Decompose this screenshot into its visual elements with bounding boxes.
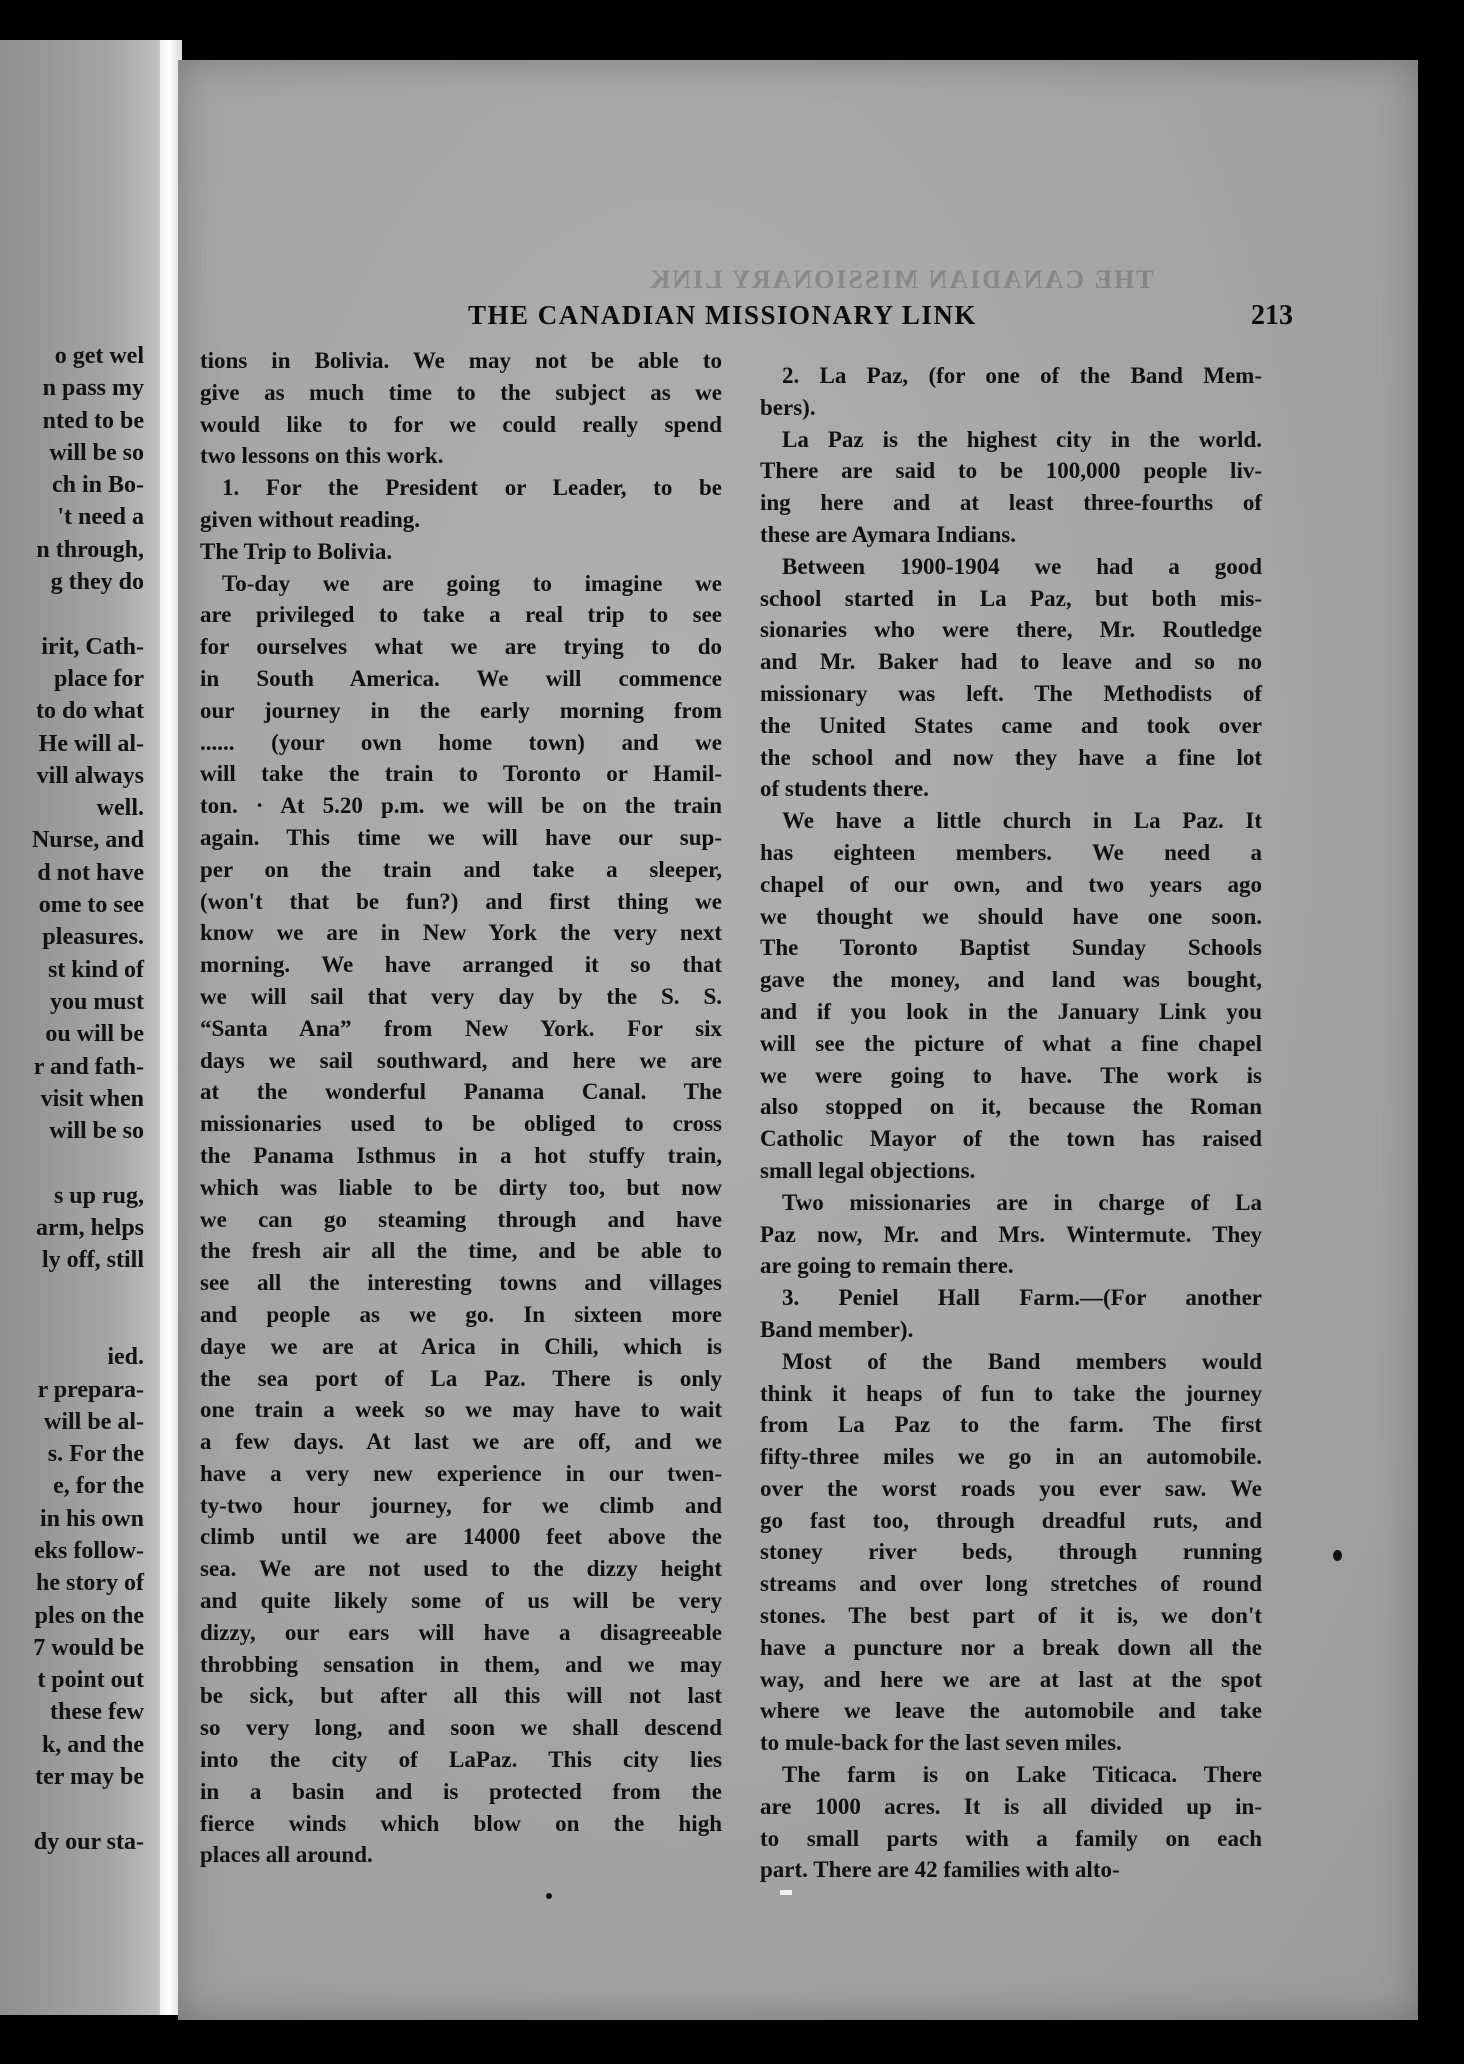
- facing-page-line: ly off, still: [42, 1247, 144, 1274]
- facing-page-line: he story of: [36, 1570, 144, 1597]
- facing-page-line: [0, 1277, 144, 1309]
- text-line: in South America. We will commence: [200, 665, 722, 691]
- text-line: To-day we are going to imagine we: [222, 570, 722, 596]
- text-line: fierce winds which blow on the high: [200, 1810, 722, 1836]
- facing-page-line: will be so: [49, 439, 144, 466]
- text-line: places all around.: [200, 1842, 373, 1868]
- facing-page-line: [0, 598, 144, 630]
- text-line: again. This time we will have our sup-: [200, 824, 722, 850]
- facing-page-line: o get wel: [54, 343, 144, 369]
- facing-page-line: in his own: [39, 1505, 144, 1532]
- facing-page-line: g they do: [50, 569, 144, 596]
- facing-page-line: place for: [54, 665, 144, 692]
- text-line: ...... (your own home town) and we: [200, 729, 722, 755]
- text-line: would like to for we could really spend: [200, 411, 722, 437]
- text-line: ing here and at least three-fourths of: [760, 490, 1262, 516]
- text-line: ton. · At 5.20 p.m. we will be on the train: [200, 793, 722, 819]
- facing-page-line: arm, helps: [36, 1215, 144, 1242]
- text-line: so very long, and soon we shall descend: [200, 1715, 722, 1741]
- text-line: the sea port of La Paz. There is only: [200, 1365, 722, 1391]
- text-line: dizzy, our ears will have a disagreeable: [200, 1619, 722, 1645]
- text-line: from La Paz to the farm. The first: [760, 1412, 1262, 1438]
- text-line: the United States came and took over: [760, 712, 1262, 738]
- facing-page-line: dy our sta-: [33, 1828, 144, 1855]
- facing-page-line: ples on the: [34, 1602, 144, 1629]
- facing-page-line: [0, 1793, 144, 1825]
- text-line: streams and over long stretches of round: [760, 1571, 1262, 1597]
- facing-page-line: vill always: [36, 762, 144, 789]
- text-line: (won't that be fun?) and first thing we: [200, 888, 722, 914]
- text-line: of students there.: [760, 776, 929, 802]
- text-line: and if you look in the January Link you: [760, 998, 1262, 1024]
- text-line: days we sail southward, and here we are: [200, 1047, 722, 1073]
- text-line: the school and now they have a fine lot: [760, 744, 1262, 770]
- running-header: THE CANADIAN MISSIONARY LINK: [468, 300, 977, 330]
- text-line: There are said to be 100,000 people liv-: [760, 458, 1262, 484]
- text-line: Most of the Band members would: [782, 1348, 1262, 1374]
- facing-page-line: He will al-: [38, 730, 144, 757]
- page-number: 213: [1251, 300, 1293, 331]
- facing-page-line: st kind of: [47, 956, 144, 983]
- facing-page-line: nted to be: [42, 407, 144, 434]
- scan-mark: [780, 1890, 792, 1895]
- text-line: Between 1900-1904 we had a good: [782, 553, 1262, 579]
- facing-page-line: eks follow-: [34, 1537, 144, 1564]
- text-line: daye we are at Arica in Chili, which is: [200, 1333, 722, 1359]
- text-line: Two missionaries are in charge of La: [782, 1189, 1262, 1215]
- text-line: school started in La Paz, but both mis-: [760, 585, 1262, 611]
- text-line: are privileged to take a real trip to see: [200, 602, 722, 628]
- text-line: and Mr. Baker had to leave and so no: [760, 649, 1262, 675]
- facing-page-line: ter may be: [35, 1764, 144, 1791]
- facing-page-line: t point out: [37, 1667, 144, 1694]
- ink-speck: [1333, 1550, 1342, 1561]
- text-line: missionary was left. The Methodists of: [760, 680, 1262, 706]
- facing-page-line: irit, Cath-: [41, 633, 144, 660]
- text-line: to mule-back for the last seven miles.: [760, 1730, 1122, 1756]
- facing-page-line: d not have: [37, 859, 144, 886]
- text-line: We have a little church in La Paz. It: [782, 808, 1262, 834]
- text-line: and quite likely some of us will be very: [200, 1588, 722, 1614]
- text-line: and people as we go. In sixteen more: [200, 1301, 722, 1327]
- text-line: 1. For the President or Leader, to be: [222, 475, 722, 501]
- facing-page-line: ome to see: [38, 892, 144, 919]
- text-line: have a puncture nor a break down all the: [760, 1634, 1262, 1660]
- facing-page: [0, 40, 178, 2015]
- facing-page-line: [0, 1309, 144, 1341]
- text-line: sionaries who were there, Mr. Routledge: [760, 617, 1262, 643]
- text-line: Band member).: [760, 1316, 914, 1342]
- facing-page-line: r prepara-: [37, 1376, 144, 1403]
- text-line: will take the train to Toronto or Hamil-: [200, 761, 722, 787]
- text-line: Catholic Mayor of the town has raised: [760, 1126, 1262, 1152]
- bleed-through-text: THE CANADIAN MISSIONARY LINK: [648, 265, 1154, 294]
- facing-page-line: s up rug,: [53, 1182, 144, 1209]
- text-line: to small parts with a family on each: [760, 1825, 1262, 1851]
- text-line: chapel of our own, and two years ago: [760, 871, 1262, 897]
- text-line: sea. We are not used to the dizzy height: [200, 1556, 722, 1582]
- ink-speck: [546, 1893, 552, 1899]
- text-line: small legal objections.: [760, 1157, 976, 1183]
- text-line: our journey in the early morning from: [200, 697, 722, 723]
- text-line: two lessons on this work.: [200, 443, 444, 469]
- left-column: [200, 345, 722, 1871]
- facing-page-line: ch in Bo-: [51, 472, 144, 499]
- text-line: the fresh air all the time, and be able to: [200, 1238, 722, 1264]
- facing-page-line: these few: [50, 1699, 144, 1726]
- text-line: one train a week so we may have to wait: [200, 1397, 722, 1423]
- text-line: morning. We have arranged it so that: [200, 952, 722, 978]
- facing-page-line: ou will be: [45, 1021, 144, 1048]
- facing-page-line: r and fath-: [33, 1053, 144, 1080]
- facing-page-line: you must: [49, 988, 144, 1015]
- text-line: where we leave the automobile and take: [760, 1698, 1262, 1724]
- text-line: into the city of LaPaz. This city lies: [200, 1747, 722, 1773]
- text-line: these are Aymara Indians.: [760, 521, 1016, 547]
- facing-page-text: [0, 340, 144, 1858]
- text-line: are going to remain there.: [760, 1253, 1014, 1279]
- text-line: are 1000 acres. It is all divided up in-: [760, 1793, 1262, 1819]
- text-line: the Panama Isthmus in a hot stuffy train,: [200, 1142, 722, 1168]
- text-line: bers).: [760, 394, 816, 420]
- text-line: way, and here we are at last at the spot: [760, 1666, 1262, 1692]
- facing-page-line: will be so: [49, 1118, 144, 1145]
- text-line: missionaries used to be obliged to cross: [200, 1111, 722, 1137]
- facing-page-line: pleasures.: [42, 924, 144, 951]
- text-line: 3. Peniel Hall Farm.—(For another: [782, 1285, 1262, 1311]
- text-line: for ourselves what we are trying to do: [200, 634, 722, 660]
- text-line: throbbing sensation in them, and we may: [200, 1651, 722, 1677]
- facing-page-line: will be al-: [44, 1408, 144, 1435]
- text-line: climb until we are 14000 feet above the: [200, 1524, 722, 1550]
- text-line: The farm is on Lake Titicaca. There: [782, 1762, 1262, 1788]
- text-line: given without reading.: [200, 506, 421, 532]
- text-line: have a very new experience in our twen-: [200, 1460, 722, 1486]
- text-line: go fast too, through dreadful ruts, and: [760, 1507, 1262, 1533]
- facing-page-line: k, and the: [41, 1731, 144, 1758]
- text-line: in a basin and is protected from the: [200, 1778, 722, 1804]
- facing-page-line: 't need a: [57, 504, 144, 531]
- facing-page-line: [0, 1147, 144, 1179]
- text-line: Paz now, Mr. and Mrs. Wintermute. They: [760, 1221, 1262, 1247]
- text-line: know we are in New York the very next: [200, 920, 722, 946]
- text-line: we thought we should have one soon.: [760, 903, 1262, 929]
- text-line: tions in Bolivia. We may not be able to: [200, 348, 722, 373]
- text-line: be sick, but after all this will not last: [200, 1683, 722, 1709]
- text-line: has eighteen members. We need a: [760, 839, 1262, 865]
- text-line: which was liable to be dirty too, but now: [200, 1174, 722, 1200]
- text-line: also stopped on it, because the Roman: [760, 1094, 1262, 1120]
- right-column: [760, 360, 1262, 1886]
- text-line: part. There are 42 families with alto-: [760, 1857, 1120, 1883]
- facing-page-line: n through,: [36, 536, 144, 563]
- text-line: at the wonderful Panama Canal. The: [200, 1079, 722, 1105]
- text-line: ty-two hour journey, for we climb and: [200, 1492, 722, 1518]
- facing-page-line: e, for the: [53, 1473, 144, 1500]
- facing-page-line: 7 would be: [33, 1634, 144, 1661]
- text-line: give as much time to the subject as we: [200, 379, 722, 405]
- facing-page-line: Nurse, and: [31, 827, 144, 854]
- facing-page-line: ied.: [107, 1344, 144, 1371]
- text-line: stones. The best part of it is, we don't: [760, 1603, 1262, 1629]
- text-line: we can go steaming through and have: [200, 1206, 722, 1232]
- scanned-page: [178, 60, 1418, 2020]
- text-line: “Santa Ana” from New York. For six: [200, 1015, 722, 1041]
- text-line: gave the money, and land was bought,: [760, 967, 1262, 993]
- text-line: stoney river beds, through running: [760, 1539, 1262, 1565]
- facing-page-line: s. For the: [47, 1441, 144, 1468]
- text-line: over the worst roads you ever saw. We: [760, 1475, 1262, 1501]
- text-line: a few days. At last we are off, and we: [200, 1429, 722, 1455]
- text-line: 2. La Paz, (for one of the Band Mem-: [782, 363, 1262, 388]
- text-line: fifty-three miles we go in an automobile.: [760, 1444, 1262, 1470]
- facing-page-line: visit when: [40, 1085, 144, 1112]
- text-line: per on the train and take a sleeper,: [200, 856, 722, 882]
- text-line: The Toronto Baptist Sunday Schools: [760, 935, 1262, 961]
- text-line: will see the picture of what a fine chapel: [760, 1030, 1262, 1056]
- facing-page-line: to do what: [35, 698, 144, 725]
- text-line: we will sail that very day by the S. S.: [200, 983, 722, 1009]
- facing-page-line: well.: [96, 795, 144, 822]
- text-line: The Trip to Bolivia.: [200, 538, 393, 564]
- facing-page-line: n pass my: [42, 375, 144, 402]
- text-line: La Paz is the highest city in the world.: [782, 426, 1262, 452]
- text-line: we were going to have. The work is: [760, 1062, 1262, 1088]
- text-line: see all the interesting towns and villages: [200, 1270, 722, 1296]
- text-line: think it heaps of fun to take the journey: [760, 1380, 1262, 1406]
